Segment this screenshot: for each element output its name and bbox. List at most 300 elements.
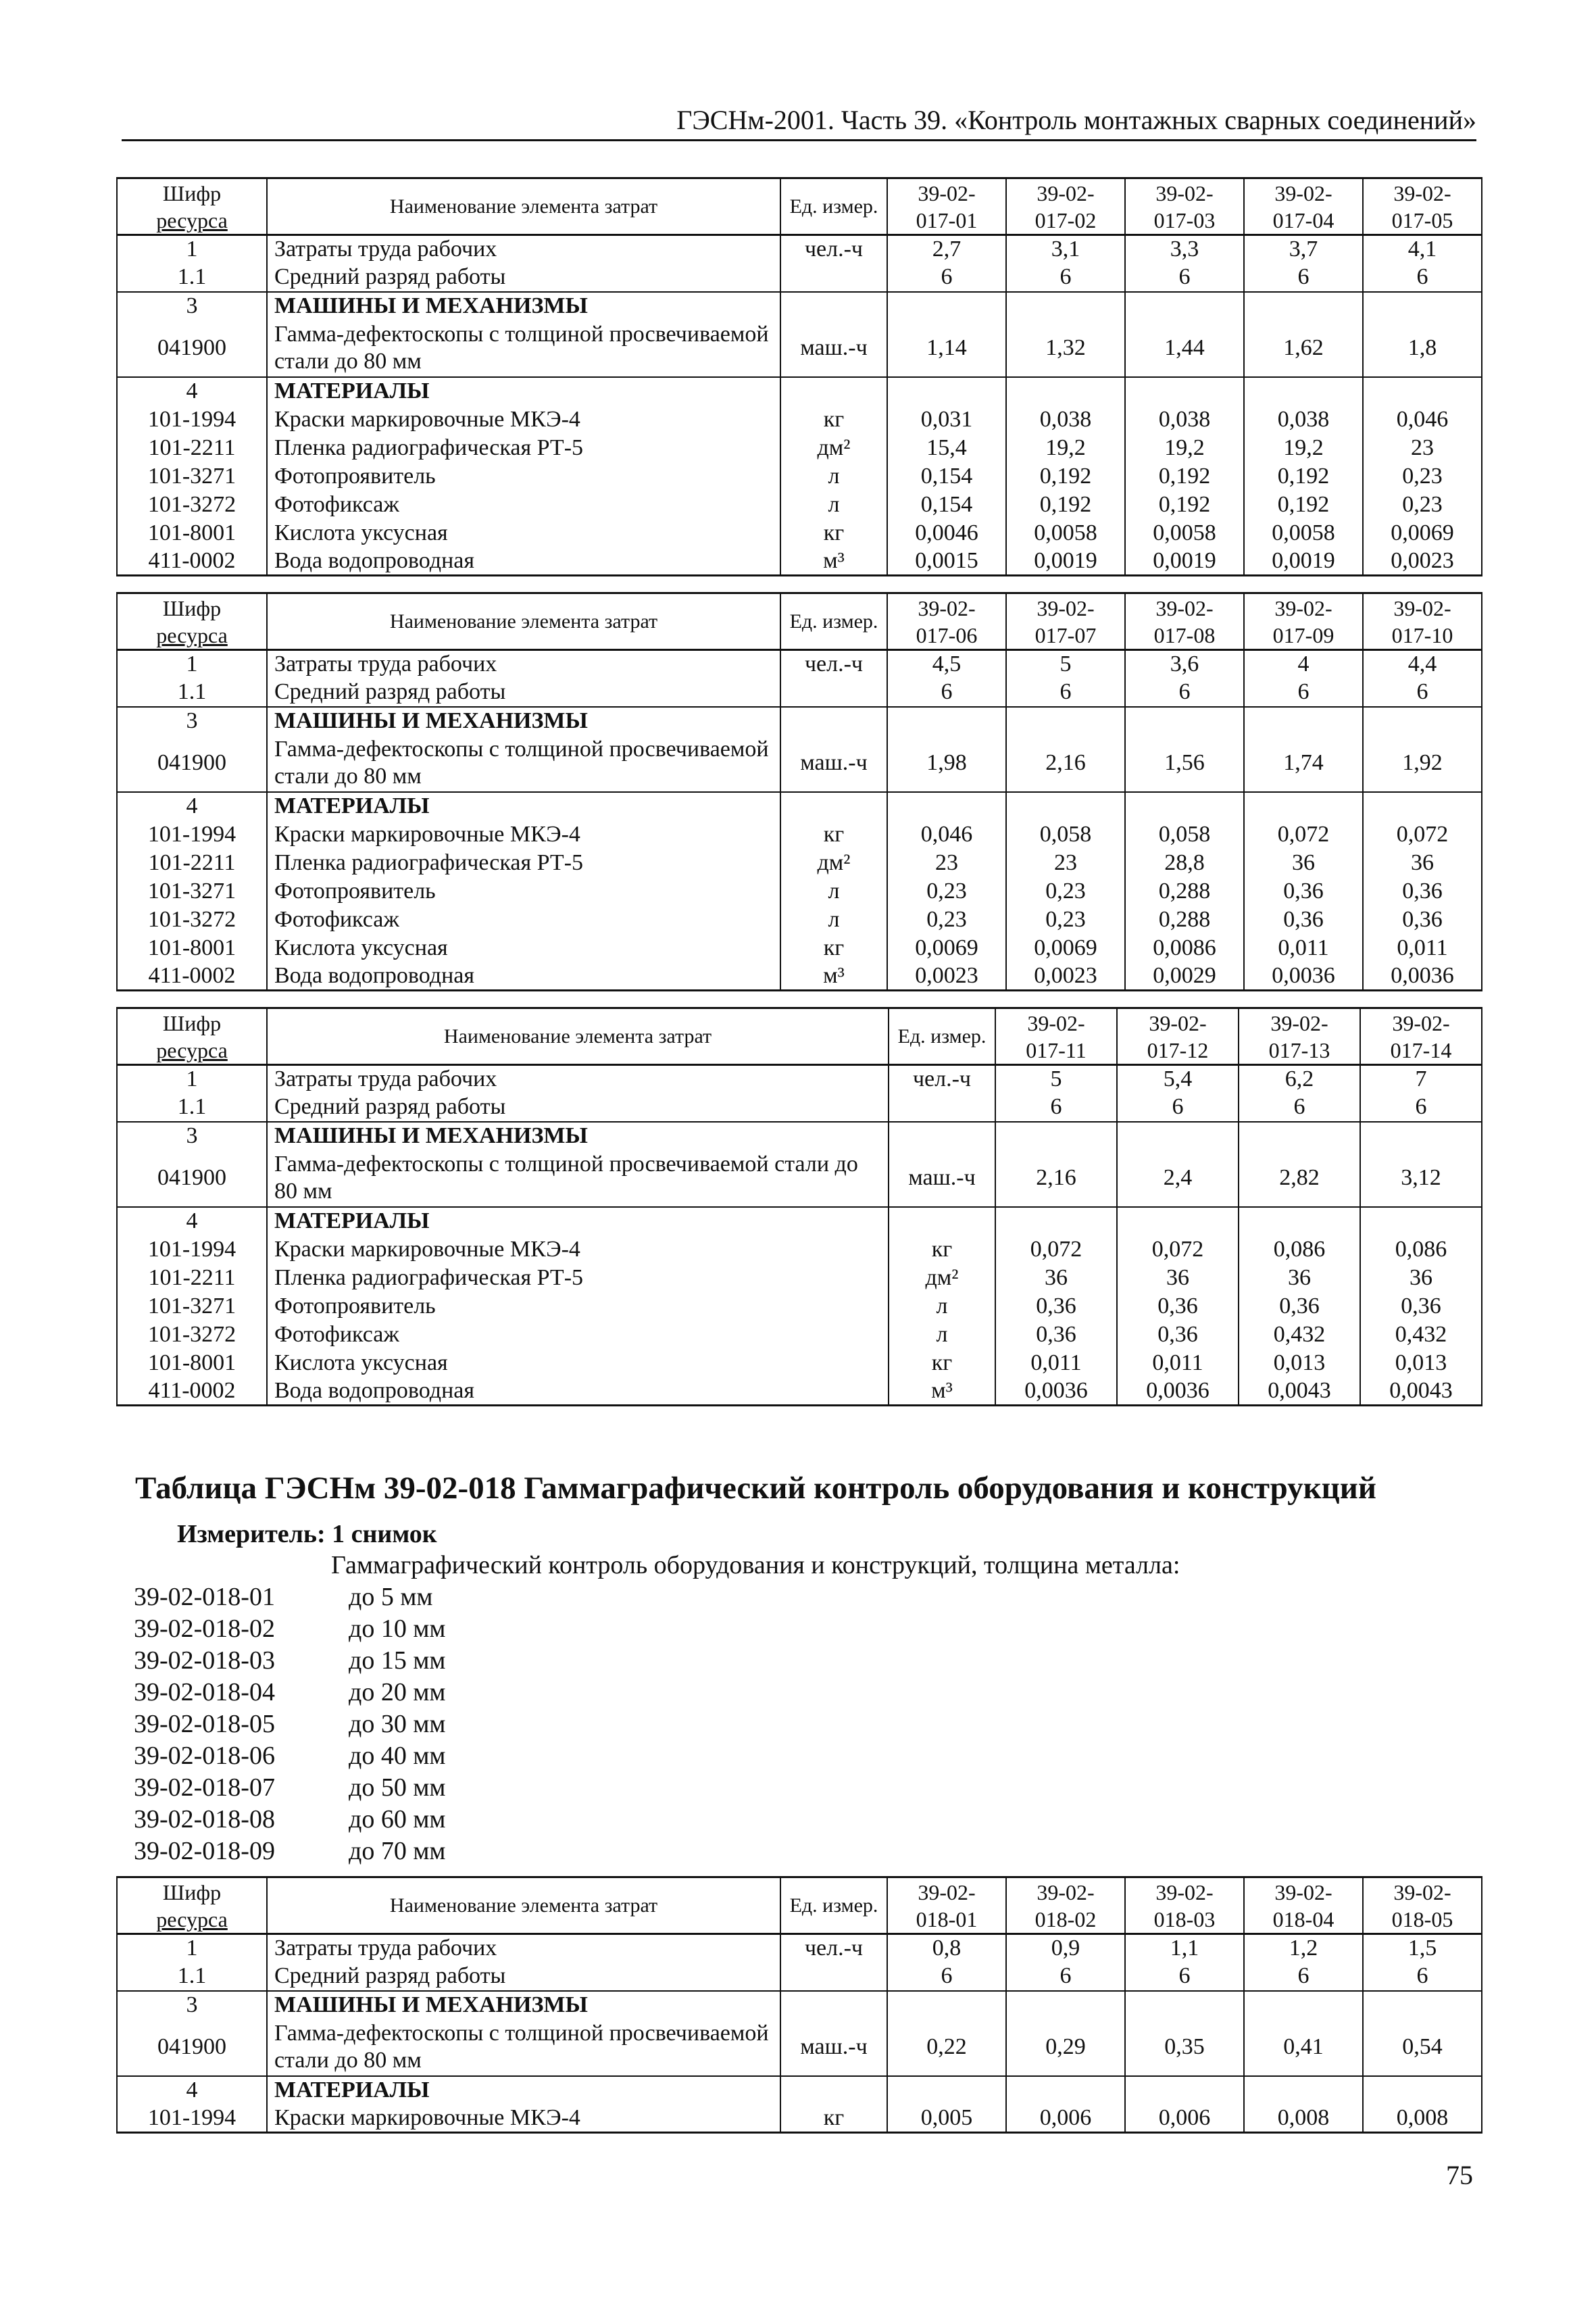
resource-value: 6 xyxy=(995,1093,1117,1122)
resource-unit: маш.-ч xyxy=(889,1150,995,1207)
resource-value xyxy=(887,377,1006,405)
header-rate-cell xyxy=(887,593,1006,650)
resource-code: 3 xyxy=(117,1122,267,1150)
resource-value: 6 xyxy=(1363,264,1482,292)
resource-value: 4,5 xyxy=(887,650,1006,679)
table-row xyxy=(117,707,1482,735)
resource-value: 0,9 xyxy=(1006,1934,1125,1963)
resource-unit xyxy=(780,292,887,320)
table-row xyxy=(117,1377,1482,1406)
table-row xyxy=(117,547,1482,576)
resource-value: 2,16 xyxy=(1006,735,1125,792)
resource-code: 041900 xyxy=(117,320,267,377)
resource-value: 0,058 xyxy=(1006,820,1125,849)
resource-code: 101-3272 xyxy=(117,491,267,519)
header-rate-line2: 017-12 xyxy=(1147,1037,1209,1062)
header-rate-line1: 39-02- xyxy=(918,180,976,205)
header-code-cell xyxy=(117,1877,267,1934)
resource-value: 1,44 xyxy=(1125,320,1244,377)
header-rate-line1: 39-02- xyxy=(1393,1879,1451,1904)
table-row xyxy=(117,491,1482,519)
resource-value xyxy=(1006,2076,1125,2104)
header-rate-cell xyxy=(1244,1877,1363,1934)
header-name-cell: Наименование элемента затрат xyxy=(267,178,780,235)
header-unit-cell: Ед. измер. xyxy=(780,593,887,650)
resource-value: 1,14 xyxy=(887,320,1006,377)
table-row xyxy=(117,1065,1482,1093)
variant-code: 39-02-018-07 xyxy=(134,1773,275,1802)
header-rate-cell xyxy=(1363,178,1482,235)
resource-name: Вода водопроводная xyxy=(267,962,780,991)
table-header-row xyxy=(117,178,1482,235)
variant-text: до 40 мм xyxy=(349,1742,446,1770)
resource-value: 0,54 xyxy=(1363,2019,1482,2076)
header-rate-line1: 39-02- xyxy=(1274,595,1332,620)
resource-value xyxy=(1363,792,1482,820)
resource-value xyxy=(1363,707,1482,735)
resource-unit: чел.-ч xyxy=(780,235,887,264)
resource-value: 6 xyxy=(887,1963,1006,1991)
resource-value: 0,038 xyxy=(1244,405,1363,434)
resource-name: Затраты труда рабочих xyxy=(267,650,780,679)
resource-name: Пленка радиографическая РТ-5 xyxy=(267,1264,889,1292)
resource-unit: дм² xyxy=(780,434,887,462)
resource-name: Гамма-дефектоскопы с толщиной просвечиваемой стали до 80 мм xyxy=(267,320,780,377)
resource-value: 0,072 xyxy=(1117,1235,1239,1264)
resource-code: 101-8001 xyxy=(117,1349,267,1377)
header-rate-line2: 017-06 xyxy=(916,622,978,647)
resource-name: Фотопроявитель xyxy=(267,462,780,491)
resource-value: 0,0029 xyxy=(1125,962,1244,991)
resource-name: Пленка радиографическая РТ-5 xyxy=(267,434,780,462)
resource-code: 1.1 xyxy=(117,1963,267,1991)
table-row xyxy=(117,1093,1482,1122)
resource-value xyxy=(1006,377,1125,405)
resource-unit xyxy=(780,1963,887,1991)
header-rate-line1: 39-02- xyxy=(1155,595,1214,620)
variant-code: 39-02-018-04 xyxy=(134,1678,275,1706)
resource-code: 101-2211 xyxy=(117,1264,267,1292)
resource-name: МАШИНЫ И МЕХАНИЗМЫ xyxy=(267,707,780,735)
table-row xyxy=(117,1321,1482,1349)
header-unit-cell: Ед. измер. xyxy=(780,178,887,235)
resource-value: 36 xyxy=(1239,1264,1360,1292)
resource-value: 0,0019 xyxy=(1244,547,1363,576)
resource-value: 3,12 xyxy=(1360,1150,1482,1207)
resource-value: 6 xyxy=(1125,1963,1244,1991)
resource-value: 5 xyxy=(1006,650,1125,679)
resource-code: 101-3272 xyxy=(117,906,267,934)
resource-value: 0,011 xyxy=(1244,934,1363,962)
resource-value xyxy=(887,2076,1006,2104)
header-rate-line2: 017-07 xyxy=(1034,622,1097,647)
resource-name: Фотофиксаж xyxy=(267,906,780,934)
table-row xyxy=(117,1122,1482,1150)
resource-value xyxy=(995,1122,1117,1150)
resource-value xyxy=(887,792,1006,820)
resource-value: 0,0058 xyxy=(1244,519,1363,547)
resource-value: 36 xyxy=(1117,1264,1239,1292)
resource-value: 0,086 xyxy=(1239,1235,1360,1264)
resource-value: 1,74 xyxy=(1244,735,1363,792)
resource-value: 6 xyxy=(1244,679,1363,707)
table-row xyxy=(117,679,1482,707)
resource-table-017-06-10 xyxy=(116,592,1482,991)
resource-name: МАТЕРИАЛЫ xyxy=(267,377,780,405)
resource-value: 0,0036 xyxy=(1117,1377,1239,1406)
resource-value: 2,7 xyxy=(887,235,1006,264)
table-row xyxy=(117,377,1482,405)
resource-value: 6 xyxy=(1363,1963,1482,1991)
resource-value xyxy=(887,292,1006,320)
resource-name: Фотопроявитель xyxy=(267,877,780,906)
resource-value xyxy=(1006,292,1125,320)
table-row xyxy=(117,462,1482,491)
resource-value xyxy=(1244,792,1363,820)
variant-row xyxy=(134,1613,445,1645)
header-rate-line1: 39-02- xyxy=(1155,1879,1214,1904)
resource-value: 6 xyxy=(1363,679,1482,707)
resource-value: 0,36 xyxy=(995,1292,1117,1321)
resource-value xyxy=(995,1207,1117,1235)
resource-unit: кг xyxy=(889,1349,995,1377)
table-row xyxy=(117,320,1482,377)
variant-text: до 70 мм xyxy=(349,1837,446,1865)
resource-value: 0,432 xyxy=(1239,1321,1360,1349)
resource-value: 6 xyxy=(1006,679,1125,707)
resource-value: 0,072 xyxy=(995,1235,1117,1264)
resource-value xyxy=(1363,1991,1482,2019)
resource-value: 0,36 xyxy=(995,1321,1117,1349)
resource-value: 1,5 xyxy=(1363,1934,1482,1963)
header-rate-line1: 39-02- xyxy=(1027,1010,1085,1035)
resource-code: 101-8001 xyxy=(117,519,267,547)
resource-value xyxy=(1360,1207,1482,1235)
resource-unit xyxy=(780,792,887,820)
table-row xyxy=(117,1991,1482,2019)
header-rate-cell xyxy=(1006,593,1125,650)
header-rate-cell xyxy=(1244,593,1363,650)
variant-list xyxy=(134,1581,445,1867)
resource-value: 0,36 xyxy=(1117,1321,1239,1349)
table-title: Таблица ГЭСНм 39-02-018 Гаммаграфический контроль оборудования и конструкций xyxy=(135,1471,1376,1506)
resource-value xyxy=(1363,2076,1482,2104)
variant-row xyxy=(134,1740,445,1772)
resource-unit: маш.-ч xyxy=(780,320,887,377)
resource-value: 36 xyxy=(995,1264,1117,1292)
header-rate-line1: 39-02- xyxy=(918,1879,976,1904)
variant-code: 39-02-018-08 xyxy=(134,1805,275,1833)
resource-value: 0,008 xyxy=(1363,2104,1482,2133)
header-rate-cell xyxy=(1125,593,1244,650)
resource-value: 3,1 xyxy=(1006,235,1125,264)
resource-value: 23 xyxy=(1363,434,1482,462)
resource-name: Затраты труда рабочих xyxy=(267,1065,889,1093)
resource-value: 0,36 xyxy=(1360,1292,1482,1321)
resource-value: 0,006 xyxy=(1125,2104,1244,2133)
resource-code: 4 xyxy=(117,1207,267,1235)
header-rate-cell xyxy=(1239,1008,1360,1065)
resource-name: МАТЕРИАЛЫ xyxy=(267,1207,889,1235)
header-rate-line1: 39-02- xyxy=(1274,1879,1332,1904)
resource-value: 0,192 xyxy=(1125,462,1244,491)
resource-code: 101-2211 xyxy=(117,434,267,462)
resource-name: Кислота уксусная xyxy=(267,1349,889,1377)
resource-value: 36 xyxy=(1244,849,1363,877)
resource-value xyxy=(1006,707,1125,735)
table-row xyxy=(117,2076,1482,2104)
resource-unit: чел.-ч xyxy=(780,1934,887,1963)
table-header-row xyxy=(117,1008,1482,1065)
resource-name: Средний разряд работы xyxy=(267,1963,780,1991)
resource-value: 28,8 xyxy=(1125,849,1244,877)
header-rate-line2: 018-01 xyxy=(916,1906,978,1931)
resource-unit: л xyxy=(780,462,887,491)
resource-value: 6 xyxy=(1360,1093,1482,1122)
resource-value: 0,8 xyxy=(887,1934,1006,1963)
resource-code: 041900 xyxy=(117,1150,267,1207)
page-number: 75 xyxy=(1446,2160,1473,2190)
resource-value: 6 xyxy=(1125,264,1244,292)
header-rate-line2: 017-04 xyxy=(1272,207,1335,232)
resource-value: 1,56 xyxy=(1125,735,1244,792)
resource-value: 0,35 xyxy=(1125,2019,1244,2076)
resource-value: 2,82 xyxy=(1239,1150,1360,1207)
resource-value: 0,23 xyxy=(1006,906,1125,934)
resource-unit xyxy=(889,1122,995,1150)
header-rate-line1: 39-02- xyxy=(1155,180,1214,205)
resource-value: 0,288 xyxy=(1125,877,1244,906)
header-rate-cell xyxy=(1363,1877,1482,1934)
resource-value: 0,038 xyxy=(1006,405,1125,434)
resource-name: МАШИНЫ И МЕХАНИЗМЫ xyxy=(267,1122,889,1150)
table-row xyxy=(117,1207,1482,1235)
resource-value xyxy=(1117,1207,1239,1235)
resource-name: Фотопроявитель xyxy=(267,1292,889,1321)
resource-code: 411-0002 xyxy=(117,547,267,576)
resource-code: 4 xyxy=(117,792,267,820)
resource-unit xyxy=(780,679,887,707)
resource-value: 0,29 xyxy=(1006,2019,1125,2076)
resource-unit: дм² xyxy=(780,849,887,877)
resource-value xyxy=(1244,1991,1363,2019)
resource-unit xyxy=(889,1207,995,1235)
table-row xyxy=(117,877,1482,906)
resource-value: 6 xyxy=(1244,264,1363,292)
header-rate-line2: 017-14 xyxy=(1390,1037,1452,1062)
resource-value: 0,0043 xyxy=(1360,1377,1482,1406)
resource-value: 0,013 xyxy=(1239,1349,1360,1377)
resource-unit: л xyxy=(780,877,887,906)
resource-code: 3 xyxy=(117,292,267,320)
header-rate-line1: 39-02- xyxy=(1274,180,1332,205)
resource-value: 0,154 xyxy=(887,462,1006,491)
meter-label: Измеритель: 1 снимок xyxy=(177,1520,437,1548)
resource-value: 0,0046 xyxy=(887,519,1006,547)
resource-value: 23 xyxy=(1006,849,1125,877)
resource-value: 0,36 xyxy=(1117,1292,1239,1321)
header-rate-line1: 39-02- xyxy=(1393,180,1451,205)
resource-value: 1,98 xyxy=(887,735,1006,792)
header-rate-line1: 39-02- xyxy=(1037,1879,1095,1904)
resource-unit xyxy=(780,2076,887,2104)
resource-value xyxy=(1360,1122,1482,1150)
resource-code: 101-3272 xyxy=(117,1321,267,1349)
resource-value: 0,0019 xyxy=(1125,547,1244,576)
resource-value: 0,011 xyxy=(1363,934,1482,962)
resource-value xyxy=(1125,792,1244,820)
resource-value: 0,23 xyxy=(887,877,1006,906)
resource-code: 101-1994 xyxy=(117,2104,267,2133)
resource-code: 1 xyxy=(117,650,267,679)
table-row xyxy=(117,650,1482,679)
table-row xyxy=(117,235,1482,264)
variant-row xyxy=(134,1581,445,1613)
header-rate-line2: 017-01 xyxy=(916,207,978,232)
resource-value: 1,2 xyxy=(1244,1934,1363,1963)
resource-value: 1,32 xyxy=(1006,320,1125,377)
resource-value xyxy=(1125,2076,1244,2104)
table-row xyxy=(117,1934,1482,1963)
resource-value xyxy=(1006,1991,1125,2019)
variant-text: до 15 мм xyxy=(349,1646,446,1675)
resource-value: 0,0058 xyxy=(1125,519,1244,547)
table-row xyxy=(117,1150,1482,1207)
resource-value: 3,3 xyxy=(1125,235,1244,264)
resource-unit: л xyxy=(780,491,887,519)
variant-row xyxy=(134,1772,445,1804)
resource-value: 1,92 xyxy=(1363,735,1482,792)
resource-value: 0,0069 xyxy=(1363,519,1482,547)
header-code-cell xyxy=(117,593,267,650)
header-code-cell xyxy=(117,178,267,235)
resource-code: 1.1 xyxy=(117,1093,267,1122)
variant-code: 39-02-018-02 xyxy=(134,1615,275,1643)
resource-code: 101-3271 xyxy=(117,877,267,906)
resource-value: 0,072 xyxy=(1244,820,1363,849)
resource-value: 3,7 xyxy=(1244,235,1363,264)
table-row xyxy=(117,735,1482,792)
resource-name: МАШИНЫ И МЕХАНИЗМЫ xyxy=(267,292,780,320)
resource-name: Затраты труда рабочих xyxy=(267,235,780,264)
resource-value: 2,16 xyxy=(995,1150,1117,1207)
resource-value: 1,62 xyxy=(1244,320,1363,377)
table-row xyxy=(117,906,1482,934)
header-rate-cell xyxy=(1360,1008,1482,1065)
resource-value: 6 xyxy=(1117,1093,1239,1122)
resource-code: 1.1 xyxy=(117,679,267,707)
header-rate-line1: 39-02- xyxy=(1393,595,1451,620)
header-rate-line2: 018-02 xyxy=(1034,1906,1097,1931)
resource-value: 0,23 xyxy=(1006,877,1125,906)
header-rate-line1: 39-02- xyxy=(1037,180,1095,205)
resource-table-017-01-05 xyxy=(116,177,1482,576)
resource-code: 101-1994 xyxy=(117,820,267,849)
resource-unit: кг xyxy=(780,405,887,434)
resource-unit: дм² xyxy=(889,1264,995,1292)
resource-value: 6 xyxy=(1244,1963,1363,1991)
header-rate-line1: 39-02- xyxy=(1149,1010,1207,1035)
resource-unit: л xyxy=(889,1321,995,1349)
resource-code: 101-3271 xyxy=(117,1292,267,1321)
table-row xyxy=(117,1349,1482,1377)
header-rate-line2: 017-05 xyxy=(1391,207,1453,232)
header-code-line2: ресурса xyxy=(156,1037,228,1062)
resource-value: 0,072 xyxy=(1363,820,1482,849)
resource-value: 0,192 xyxy=(1244,462,1363,491)
header-rate-cell xyxy=(1006,1877,1125,1934)
variant-code: 39-02-018-06 xyxy=(134,1742,275,1770)
table-row xyxy=(117,264,1482,292)
variant-row xyxy=(134,1677,445,1708)
resource-value: 23 xyxy=(887,849,1006,877)
header-rate-cell xyxy=(1125,178,1244,235)
variant-text: до 5 мм xyxy=(349,1583,433,1611)
resource-unit: кг xyxy=(780,2104,887,2133)
table-header-row xyxy=(117,593,1482,650)
resource-value xyxy=(1244,2076,1363,2104)
resource-value: 0,046 xyxy=(887,820,1006,849)
table-row xyxy=(117,820,1482,849)
header-rate-cell xyxy=(1117,1008,1239,1065)
header-unit-cell: Ед. измер. xyxy=(780,1877,887,1934)
resource-value: 6 xyxy=(1006,264,1125,292)
header-rate-cell xyxy=(887,178,1006,235)
variant-code: 39-02-018-01 xyxy=(134,1583,275,1611)
resource-value xyxy=(1363,292,1482,320)
resource-value: 0,005 xyxy=(887,2104,1006,2133)
table-row xyxy=(117,1292,1482,1321)
resource-code: 101-2211 xyxy=(117,849,267,877)
resource-value: 0,0058 xyxy=(1006,519,1125,547)
resource-unit xyxy=(780,707,887,735)
resource-unit: м³ xyxy=(889,1377,995,1406)
resource-name: МАТЕРИАЛЫ xyxy=(267,2076,780,2104)
header-rate-line2: 017-02 xyxy=(1034,207,1097,232)
resource-value: 0,0036 xyxy=(1244,962,1363,991)
resource-value: 0,0069 xyxy=(887,934,1006,962)
resource-code: 1 xyxy=(117,1934,267,1963)
resource-unit: чел.-ч xyxy=(780,650,887,679)
table-row xyxy=(117,292,1482,320)
resource-name: МАШИНЫ И МЕХАНИЗМЫ xyxy=(267,1991,780,2019)
resource-value: 0,011 xyxy=(1117,1349,1239,1377)
resource-unit xyxy=(780,264,887,292)
resource-value: 15,4 xyxy=(887,434,1006,462)
resource-value: 0,046 xyxy=(1363,405,1482,434)
table-row xyxy=(117,1264,1482,1292)
header-rate-line2: 017-10 xyxy=(1391,622,1453,647)
table-row xyxy=(117,405,1482,434)
table-row xyxy=(117,2019,1482,2076)
resource-unit: кг xyxy=(780,820,887,849)
resource-code: 041900 xyxy=(117,2019,267,2076)
resource-value: 0,0023 xyxy=(887,962,1006,991)
header-rate-line2: 017-13 xyxy=(1268,1037,1330,1062)
resource-unit: кг xyxy=(889,1235,995,1264)
resource-name: Гамма-дефектоскопы с толщиной просвечиваемой стали до 80 мм xyxy=(267,2019,780,2076)
resource-value: 7 xyxy=(1360,1065,1482,1093)
header-rate-cell xyxy=(1244,178,1363,235)
header-rate-line2: 018-03 xyxy=(1153,1906,1216,1931)
resource-value: 0,038 xyxy=(1125,405,1244,434)
resource-value: 4,1 xyxy=(1363,235,1482,264)
variant-code: 39-02-018-09 xyxy=(134,1837,275,1865)
table-row xyxy=(117,2104,1482,2133)
resource-value: 4 xyxy=(1244,650,1363,679)
resource-value xyxy=(1244,292,1363,320)
resource-name: Краски маркировочные МКЭ-4 xyxy=(267,2104,780,2133)
